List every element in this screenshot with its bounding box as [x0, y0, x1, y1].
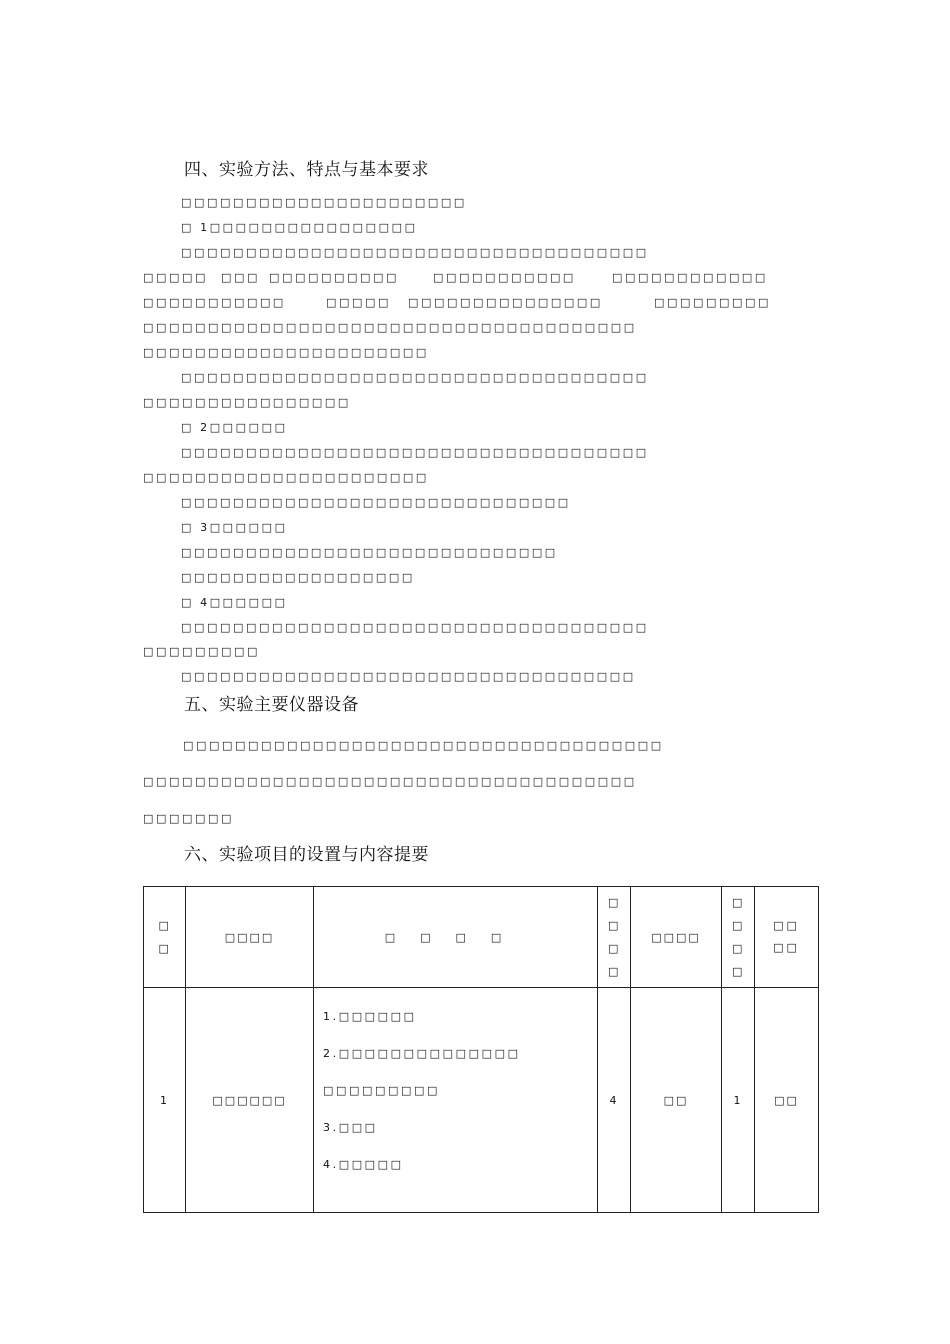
- cell-name: □□□□□□: [186, 988, 314, 1213]
- table-header-row: [144, 887, 819, 988]
- text-line: □□□: [221, 271, 260, 284]
- cell-count: 1: [722, 988, 755, 1213]
- text-line: □□□□□□□□□□: [269, 271, 399, 284]
- text-line: □□□□□□□□□□□□□□□□□□□□□□□□□□□□□□□□□□□□□□: [143, 321, 637, 334]
- section-heading-methods: 四、实验方法、特点与基本要求: [184, 160, 429, 180]
- table-row: [144, 988, 819, 1213]
- text-line: □□□□□□□□□□□□□□□□: [143, 396, 351, 409]
- text-line: □□□□□: [143, 271, 208, 284]
- text-line: □□□□□□□□□□□□□□□□□□□□□□□□□□□□□□□□□□□□□□: [143, 775, 637, 788]
- experiment-table: [143, 886, 819, 1213]
- cell-content: [314, 988, 598, 1213]
- text-line: □□□□□□□□□□□□: [612, 271, 768, 284]
- content-item: □□□□□□□□□: [323, 1084, 440, 1097]
- text-line: □□□□□□□□□□□□□□□□□□□□□□□□□□□□□□□□□□□□: [181, 246, 649, 259]
- text-line: □□□□□□□□□□□□□□□□□□□□□□□□□□□□□□: [181, 496, 571, 509]
- header-count: □□□□: [722, 887, 755, 988]
- text-line: □□□□□□□□□□□: [433, 271, 576, 284]
- header-number: □□: [144, 887, 186, 988]
- content-item: 1.□□□□□□: [323, 1010, 417, 1023]
- text-line: □ 2□□□□□□: [181, 421, 288, 434]
- text-line: □□□□□□□□□□□□□□□□□□: [181, 571, 415, 584]
- content-item: 2.□□□□□□□□□□□□□□: [323, 1047, 521, 1060]
- content-item: 3.□□□: [323, 1121, 378, 1134]
- text-line: □□□□□□□□□□□□□□□: [408, 296, 603, 309]
- content-item: 4.□□□□□: [323, 1158, 404, 1171]
- cell-number: 1: [144, 988, 186, 1213]
- cell-requirement: □□: [755, 988, 819, 1213]
- text-line: □□□□□□□□□□□□□□□□□□□□□□□□□□□□□□□□□□□□□: [183, 739, 664, 752]
- text-line: □□□□□□□□□□□: [143, 296, 286, 309]
- cell-hours: 4: [598, 988, 631, 1213]
- text-line: □□□□□□□□□□□□□□□□□□□□□□□□□□□□□: [181, 546, 558, 559]
- header-type: □□□□: [631, 887, 722, 988]
- text-line: □□□□□□□□□□□□□□□□□□□□□□: [181, 196, 467, 209]
- header-hours: □□□□: [598, 887, 631, 988]
- header-content: □□□□: [314, 887, 598, 988]
- text-line: □□□□□□□□□□□□□□□□□□□□□□□□□□□□□□□□□□□: [181, 670, 636, 683]
- text-line: □□□□□□□□□□□□□□□□□□□□□□: [143, 471, 429, 484]
- header-requirement: □□□□: [755, 887, 819, 988]
- text-line: □ 3□□□□□□: [181, 521, 288, 534]
- text-line: □□□□□□□□□□□□□□□□□□□□□□□□□□□□□□□□□□□□: [181, 446, 649, 459]
- text-line: □ 4□□□□□□: [181, 596, 288, 609]
- text-line: □□□□□□□□□□□□□□□□□□□□□□□□□□□□□□□□□□□□: [181, 621, 649, 634]
- text-line: □□□□□□□□□□□□□□□□□□□□□□: [143, 346, 429, 359]
- text-line: □ 1□□□□□□□□□□□□□□□□: [181, 221, 418, 234]
- text-line: □□□□□□□□□□□□□□□□□□□□□□□□□□□□□□□□□□□□: [181, 371, 649, 384]
- text-line: □□□□□□□: [143, 812, 234, 825]
- text-line: □□□□□□□□□: [143, 645, 260, 658]
- text-line: □□□□□: [326, 296, 391, 309]
- header-name: □□□□: [186, 887, 314, 988]
- section-heading-projects: 六、实验项目的设置与内容提要: [184, 845, 429, 865]
- section-heading-equipment: 五、实验主要仪器设备: [184, 695, 359, 715]
- text-line: □□□□□□□□□: [654, 296, 771, 309]
- cell-type: □□: [631, 988, 722, 1213]
